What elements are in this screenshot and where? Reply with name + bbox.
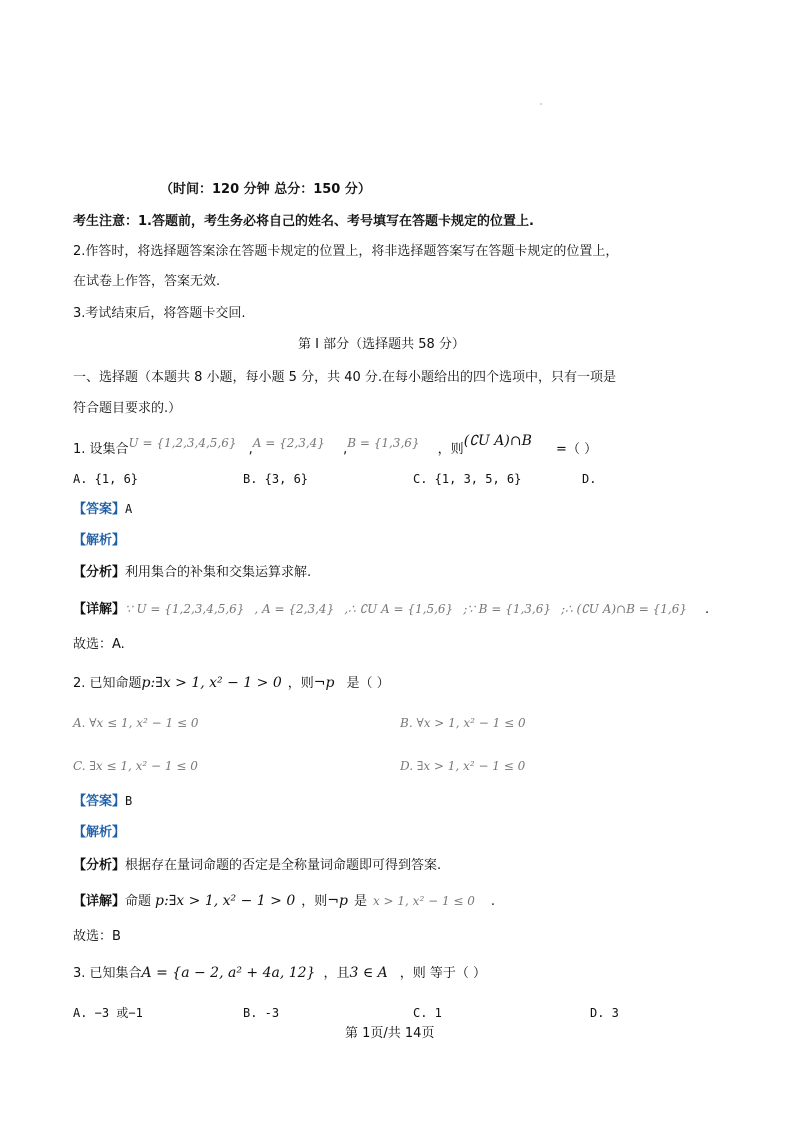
q2-fenxi: 【分析】根据存在量词命题的否定是全称量词命题即可得到答案.: [73, 858, 442, 873]
q1-analysis-label: 【解析】: [73, 533, 126, 548]
notice-line-3: 在试卷上作答，答案无效.: [73, 274, 221, 289]
q1-answer: 【答案】A: [73, 502, 133, 517]
section-heading-line-2: 符合题目要求的.）: [73, 401, 182, 416]
notice-line-2: 2.作答时，将选择题答案涂在答题卡规定的位置上，将非选择题答案写在答题卡规定的位置上，: [73, 244, 619, 259]
q1-math-expr: (∁U A)∩B: [463, 433, 532, 449]
q2-answer: 【答案】B: [73, 794, 133, 809]
q3-option-b: B. -3: [243, 1006, 280, 1020]
q3-option-a: A. −3 或−1: [73, 1006, 143, 1020]
q3-stem: 3. 已知集合A = {a − 2, a² + 4a, 12} ，且3 ∈ A ，则 等于（ ）: [73, 965, 487, 981]
q1-detail: 【详解】∵ U = {1,2,3,4,5,6} , A = {2,3,4} ,∴ ∁U A = {1,5,6} ;∵ B = {1,3,6} ;∴ (∁U A)∩B = {1,6} .: [73, 602, 710, 617]
q2-option-c: C. ∃x ≤ 1, x² − 1 ≤ 0: [73, 759, 198, 773]
q1-math-b: B = {1,3,6}: [347, 436, 420, 450]
scan-dot: [540, 103, 542, 105]
part-title: 第 I 部分（选择题共 58 分）: [298, 337, 465, 352]
page-footer: 第 1页/共 14页: [345, 1026, 435, 1041]
q1-math-a: A = {2,3,4}: [252, 436, 325, 450]
q2-option-a: A. ∀x ≤ 1, x² − 1 ≤ 0: [73, 716, 199, 730]
q1-math-u: U = {1,2,3,4,5,6}: [128, 436, 237, 450]
q3-math-a: A = {a − 2, a² + 4a, 12}: [141, 965, 316, 981]
notice-line-1: 考生注意：1.答题前，考生务必将自己的姓名、考号填写在答题卡规定的位置上.: [73, 214, 534, 229]
q1-option-b: B. {3, 6}: [243, 472, 309, 486]
q2-detail: 【详解】命题 p:∃x > 1, x² − 1 > 0 ，则¬p 是 x > 1, x² − 1 ≤ 0 .: [73, 893, 496, 909]
q1-option-a: A. {1, 6}: [73, 472, 139, 486]
notice-line-4: 3.考试结束后，将答题卡交回.: [73, 306, 246, 321]
q2-analysis-label: 【解析】: [73, 825, 126, 840]
q2-option-d: D. ∃x > 1, x² − 1 ≤ 0: [400, 759, 526, 773]
q2-option-b: B. ∀x > 1, x² − 1 ≤ 0: [400, 716, 526, 730]
q1-stem: 1. 设集合U = {1,2,3,4,5,6} ,A = {2,3,4} ,B = {1,3,6} ，则(∁U A)∩B =（ ）: [73, 433, 598, 457]
exam-time-line: （时间：120 分钟 总分：150 分）: [160, 182, 371, 197]
q1-guxuan: 故选：A.: [73, 637, 125, 652]
q2-math-p: p:∃x > 1, x² − 1 > 0: [141, 675, 282, 691]
q1-fenxi: 【分析】利用集合的补集和交集运算求解.: [73, 565, 312, 580]
q1-option-d: D.: [582, 472, 597, 486]
q2-stem: 2. 已知命题p:∃x > 1, x² − 1 > 0 ，则¬p 是（ ）: [73, 675, 390, 691]
q3-option-d: D. 3: [590, 1006, 619, 1020]
q1-option-c: C. {1, 3, 5, 6}: [413, 472, 522, 486]
section-heading-line-1: 一、选择题（本题共 8 小题，每小题 5 分，共 40 分.在每小题给出的四个选项中，只有一项是: [73, 370, 617, 385]
q2-guxuan: 故选：B: [73, 929, 121, 944]
q3-option-c: C. 1: [413, 1006, 442, 1020]
